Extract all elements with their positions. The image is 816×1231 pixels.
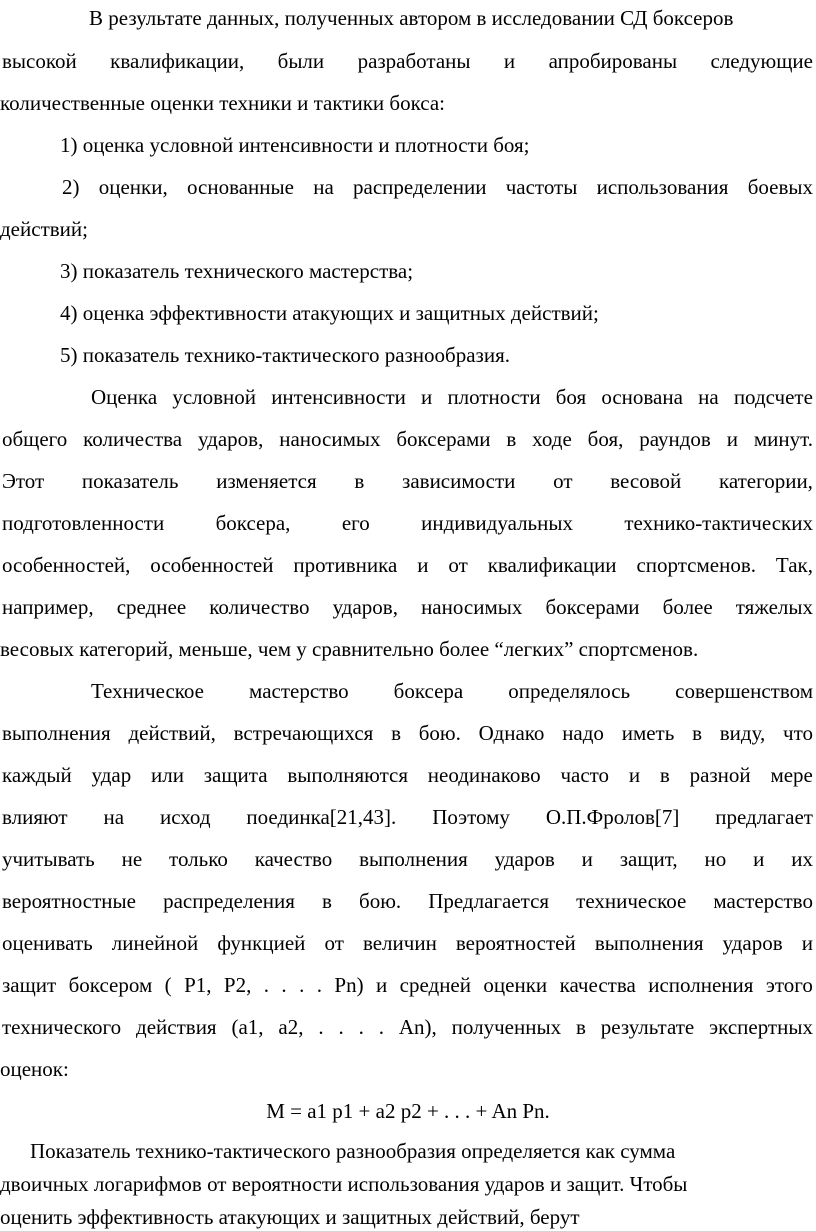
paragraph-4-line-2: двоичных логарифмов от вероятности использования ударов и защит. Чтобы [0, 1172, 688, 1196]
list-item-2-line-2: действий; [0, 217, 88, 241]
paragraph-3-line-7: оценивать линейной функцией от величин вероятностей выполнения ударов и [2, 931, 813, 955]
paragraph-3-line-5: учитывать не только качество выполнения ударов и защит, но и их [2, 847, 813, 871]
list-item-5: 5) показатель технико-тактического разнообразия. [60, 343, 510, 367]
list-item-4: 4) оценка эффективности атакующих и защитных действий; [60, 301, 599, 325]
paragraph-2-line-5: особенностей, особенностей противника и от квалификации спортсменов. Так, [2, 553, 813, 577]
paragraph-3-line-9: технического действия (a1, a2, . . . . An), полученных в результате экспертных [2, 1015, 813, 1039]
paragraph-3-line-2: выполнения действий, встречающихся в бою. Однако надо иметь в виду, что [2, 721, 813, 745]
paragraph-2-line-4: подготовленности боксера, его индивидуальных технико-тактических [2, 511, 813, 535]
paragraph-4-line-3: оценить эффективность атакующих и защитных действий, берут [0, 1205, 580, 1229]
paragraph-3-line-6: вероятностные распределения в бою. Предлагается техническое мастерство [2, 889, 813, 913]
paragraph-1-line-3: количественные оценки техники и тактики бокса: [0, 91, 445, 115]
paragraph-2-line-1: Оценка условной интенсивности и плотности боя основана на подсчете [91, 385, 813, 409]
paragraph-4-line-1: Показатель технико-тактического разнообразия определяется как сумма [30, 1139, 676, 1163]
list-item-2-line-1: 2) оценки, основанные на распределении частоты использования боевых [62, 175, 813, 199]
paragraph-3-line-1: Техническое мастерство боксера определялось совершенством [91, 679, 813, 703]
paragraph-2-line-6: например, среднее количество ударов, наносимых боксерами более тяжелых [2, 595, 813, 619]
paragraph-2-line-3: Этот показатель изменяется в зависимости от весовой категории, [2, 469, 813, 493]
paragraph-2-line-2: общего количества ударов, наносимых боксерами в ходе боя, раундов и минут. [2, 427, 813, 451]
paragraph-3-line-4: влияют на исход поединка[21,43]. Поэтому О.П.Фролов[7] предлагает [2, 805, 813, 829]
paragraph-1-line-2: высокой квалификации, были разработаны и апробированы следующие [2, 49, 813, 73]
paragraph-2-line-7: весовых категорий, меньше, чем у сравнительно более “легких” спортсменов. [0, 637, 699, 661]
paragraph-1-line-1: В результате данных, полученных автором в исследовании СД боксеров [89, 6, 734, 30]
paragraph-3-line-10: оценок: [0, 1057, 69, 1081]
paragraph-3-line-3: каждый удар или защита выполняются неодинаково часто и в разной мере [2, 763, 813, 787]
list-item-3: 3) показатель технического мастерства; [60, 259, 414, 283]
formula: M = a1 p1 + a2 p2 + . . . + An Pn. [266, 1099, 550, 1123]
list-item-1: 1) оценка условной интенсивности и плотности боя; [60, 133, 530, 157]
paragraph-3-line-8: защит боксером ( P1, P2, . . . . Pn) и средней оценки качества исполнения этого [2, 973, 813, 997]
